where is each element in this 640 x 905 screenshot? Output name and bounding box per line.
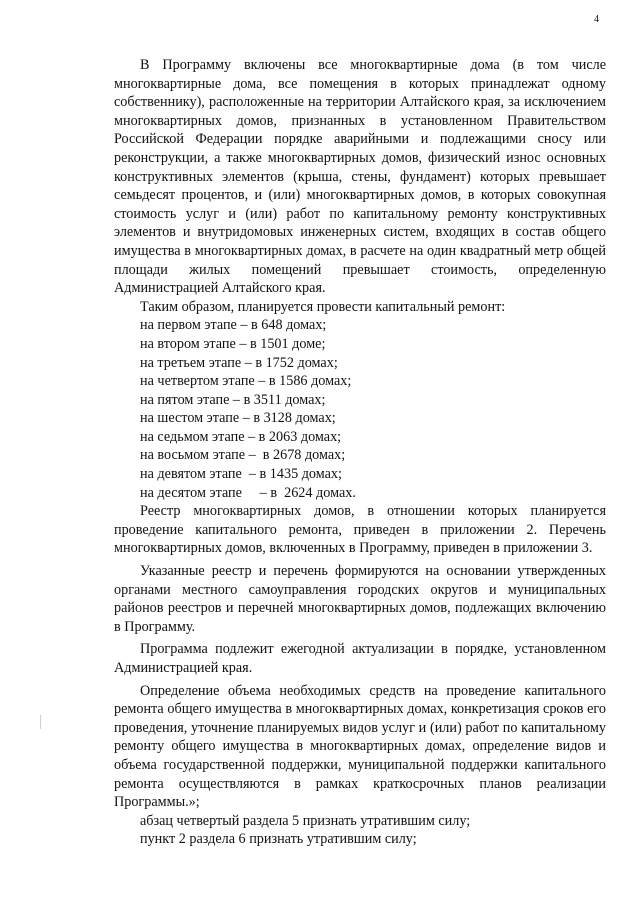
repair-stages-list — [114, 316, 606, 502]
repair-stage-item: на первом этапе – в 648 домах; — [140, 317, 327, 334]
paragraph-repair-plan-intro: Таким образом, планируется провести капитальный ремонт: — [140, 298, 506, 315]
repair-stage-item: на втором этапе – в 1501 доме; — [140, 335, 326, 352]
paragraph-registry: Реестр многоквартирных домов, в отношении которых планируется проведение капитального ремонта, приведен в приложении 2. Перечень многоквартирных домов, включенных в Программу, приведен в приложении 3. — [114, 503, 606, 557]
repair-stage-item: на седьмом этапе – в 2063 домах; — [140, 428, 342, 445]
repair-stage-item: на девятом этапе – в 1435 домах; — [140, 466, 342, 483]
paragraph-amendment-section-5: абзац четвертый раздела 5 признать утратившим силу; — [140, 812, 471, 829]
repair-stage-item: на десятом этапе – в 2624 домах. — [140, 484, 356, 501]
paragraph-annual-update: Программа подлежит ежегодной актуализации в порядке, установленном Администрацией края. — [114, 641, 606, 676]
paragraph-funding-determination: Определение объема необходимых средств на проведение капитального ремонта общего имущества в многоквартирных домах, конкретизация сроков его проведения, уточнение планируемых видов услуг и (или) работ по капитальному ремонту общего имущества в многоквартирных домах, определение видов и объема государственной поддержки, муниципальной поддержки капитального ремонта осуществляются в рамках краткосрочных планов реализации Программы.»; — [114, 682, 606, 811]
repair-stage-item: на третьем этапе – в 1752 домах; — [140, 354, 338, 371]
paragraph-amendment-section-6: пункт 2 раздела 6 признать утратившим силу; — [140, 831, 417, 848]
repair-stage-item: на шестом этапе – в 3128 домах; — [140, 410, 336, 427]
repair-stage-item: на пятом этапе – в 3511 домах; — [140, 391, 326, 408]
repair-stage-item: на восьмом этапе – в 2678 домах; — [140, 447, 346, 464]
paragraph-program-scope: В Программу включены все многоквартирные дома (в том числе многоквартирные дома, все помещения в которых принадлежат одному собственнику), расположенные на территории Алтайского края, за исключением многоквартирных домов, признанных в установленном Правительством Российской Федерации порядке аварийными и подлежащими сносу или реконструкции, а также многоквартирных домов, физический износ основных конструктивных элементов (крыша, стены, фундамент) которых превышает семьдесят процентов, и (или) многоквартирных домов, в которых совокупная стоимость услуг и (или) работ по капитальному ремонту конструктивных элементов и внутридомовых инженерных систем, входящих в состав общего имущества в многоквартирных домах, в расчете на один квадратный метр общей площади жилых помещений превышает стоимость, определенную Администрацией Алтайского края. — [114, 57, 606, 297]
page-number: 4 — [594, 14, 599, 25]
repair-stage-item: на четвертом этапе – в 1586 домах; — [140, 373, 352, 390]
margin-scan-mark — [40, 715, 41, 729]
paragraph-registry-formation: Указанные реестр и перечень формируются на основании утвержденных органами местного самоуправления городских округов и муниципальных районов реестров и перечней многоквартирных домов, подлежащих включению в Программу. — [114, 563, 606, 635]
document-body — [114, 56, 606, 849]
